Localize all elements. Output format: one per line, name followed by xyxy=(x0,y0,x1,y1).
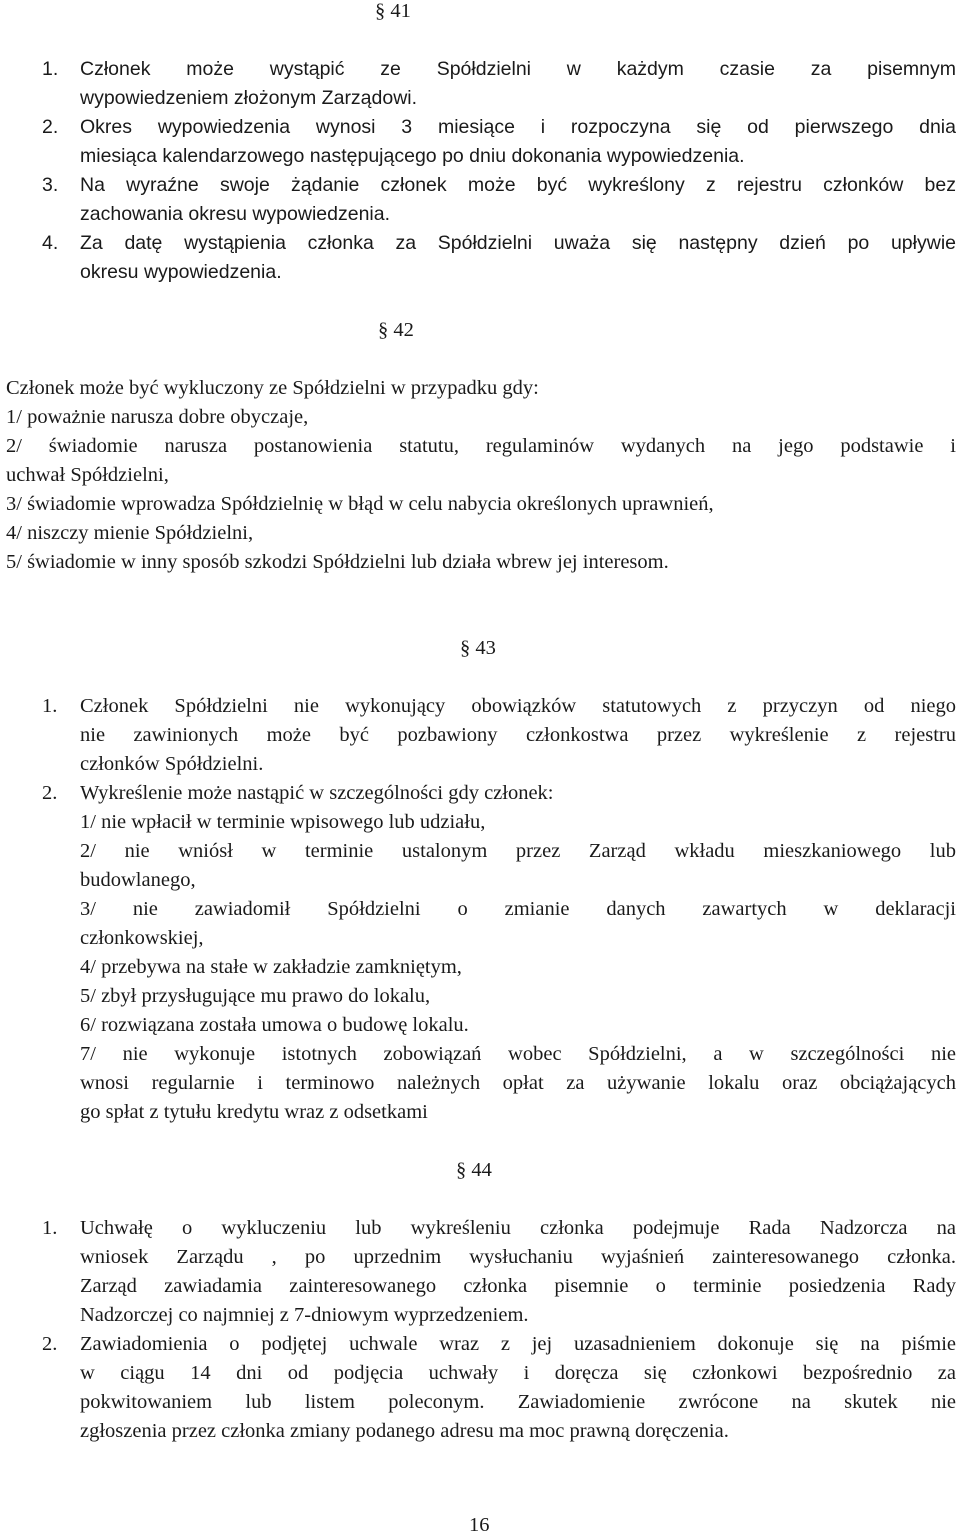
s42-line-1: 1/ poważnie narusza dobre obyczaje, xyxy=(6,406,309,428)
s44-item-2-number: 2. xyxy=(42,1333,58,1355)
s43-item-2-sub-1: 1/ nie wpłacił w terminie wpisowego lub udziału, xyxy=(80,811,486,833)
s42-line-5: 4/ niszczy mienie Spółdzielni, xyxy=(6,522,254,544)
s43-item-2-sub-2: 2/ nie wniósł w terminie ustalonym przez Zarząd wkładu mieszkaniowego lub xyxy=(80,840,956,862)
s41-item-4-line-2: okresu wypowiedzenia. xyxy=(80,261,282,283)
s44-item-2-line-3: pokwitowaniem lub listem poleconym. Zawiadomienie zwrócone na skutek nie xyxy=(80,1391,956,1413)
s41-item-2-number: 2. xyxy=(42,116,59,138)
s41-item-1-number: 1. xyxy=(42,58,59,80)
s44-item-2-line-2: w ciągu 14 dni od podjęcia uchwały i doręcza się członkowi bezpośrednio za xyxy=(80,1362,956,1384)
s44-item-2-line-4: zgłoszenia przez członka zmiany podanego adresu ma moc prawną doręczenia. xyxy=(80,1420,729,1442)
s44-item-2-line-1: Zawiadomienia o podjętej uchwale wraz z jej uzasadnieniem dokonuje się na piśmie xyxy=(80,1333,956,1355)
s43-item-2-number: 2. xyxy=(42,782,58,804)
s43-item-2-sub-5: 5/ zbył przysługujące mu prawo do lokalu, xyxy=(80,985,431,1007)
s43-item-2-sub-6: 6/ rozwiązana została umowa o budowę lokalu. xyxy=(80,1014,469,1036)
section-44-heading: § 44 xyxy=(456,1159,492,1181)
page-number: 16 xyxy=(469,1514,490,1536)
s42-line-3: uchwał Spółdzielni, xyxy=(6,464,169,486)
section-43-heading: § 43 xyxy=(460,637,496,659)
s42-line-4: 3/ świadomie wprowadza Spółdzielnię w błąd w celu nabycia określonych uprawnień, xyxy=(6,493,714,515)
s41-item-3-line-1: Na wyraźne swoje żądanie członek może być wykreślony z rejestru członków bez xyxy=(80,174,956,196)
s41-item-1-line-1: Członek może wystąpić ze Spółdzielni w każdym czasie za pisemnym xyxy=(80,58,956,80)
s43-item-2-sub-4: 4/ przebywa na stałe w zakładzie zamkniętym, xyxy=(80,956,462,978)
s44-item-1-line-1: Uchwałę o wykluczeniu lub wykreśleniu członka podejmuje Rada Nadzorcza na xyxy=(80,1217,956,1239)
section-41-heading: § 41 xyxy=(375,0,411,22)
s41-item-2-line-2: miesiąca kalendarzowego następującego po dniu dokonania wypowiedzenia. xyxy=(80,145,745,167)
s44-item-1-line-4: Nadzorczej co najmniej z 7-dniowym wyprzedzeniem. xyxy=(80,1304,529,1326)
s43-item-2-sub-7: 7/ nie wykonuje istotnych zobowiązań wobec Spółdzielni, a w szczególności nie xyxy=(80,1043,956,1065)
s43-item-2-sub-7-cont-1: wnosi regularnie i terminowo należnych opłat za używanie lokalu oraz obciążających xyxy=(80,1072,956,1094)
s43-item-2-sub-2-cont: budowlanego, xyxy=(80,869,196,891)
s44-item-1-number: 1. xyxy=(42,1217,58,1239)
s44-item-1-line-2: wniosek Zarządu , po uprzednim wysłuchaniu wyjaśnień zainteresowanego członka. xyxy=(80,1246,956,1268)
s42-line-6: 5/ świadomie w inny sposób szkodzi Spółdzielni lub działa wbrew jej interesom. xyxy=(6,551,669,573)
s43-item-2-sub-7-cont-2: go spłat z tytułu kredytu wraz z odsetkami xyxy=(80,1101,428,1123)
s41-item-3-number: 3. xyxy=(42,174,59,196)
s42-intro: Członek może być wykluczony ze Spółdzielni w przypadku gdy: xyxy=(6,377,539,399)
s42-line-2: 2/ świadomie narusza postanowienia statutu, regulaminów wydanych na jego podstawie i xyxy=(6,435,956,457)
s43-item-1-line-2: nie zawinionych może być pozbawiony członkostwa przez wykreślenie z rejestru xyxy=(80,724,956,746)
s44-item-1-line-3: Zarząd zawiadamia zainteresowanego członka pisemnie o terminie posiedzenia Rady xyxy=(80,1275,956,1297)
s43-item-1-line-1: Członek Spółdzielni nie wykonujący obowiązków statutowych z przyczyn od niego xyxy=(80,695,956,717)
s41-item-1-line-2: wypowiedzeniem złożonym Zarządowi. xyxy=(80,87,418,109)
s43-item-2-sub-3-cont: członkowskiej, xyxy=(80,927,204,949)
s41-item-3-line-2: zachowania okresu wypowiedzenia. xyxy=(80,203,391,225)
s43-item-2-sub-3: 3/ nie zawiadomił Spółdzielni o zmianie danych zawartych w deklaracji xyxy=(80,898,956,920)
section-42-heading: § 42 xyxy=(378,319,414,341)
s43-item-1-line-3: członków Spółdzielni. xyxy=(80,753,264,775)
s41-item-4-line-1: Za datę wystąpienia członka za Spółdzielni uważa się następny dzień po upływie xyxy=(80,232,956,254)
s43-item-2-intro: Wykreślenie może nastąpić w szczególności gdy członek: xyxy=(80,782,554,804)
s41-item-2-line-1: Okres wypowiedzenia wynosi 3 miesiące i rozpoczyna się od pierwszego dnia xyxy=(80,116,956,138)
s43-item-1-number: 1. xyxy=(42,695,58,717)
s41-item-4-number: 4. xyxy=(42,232,59,254)
